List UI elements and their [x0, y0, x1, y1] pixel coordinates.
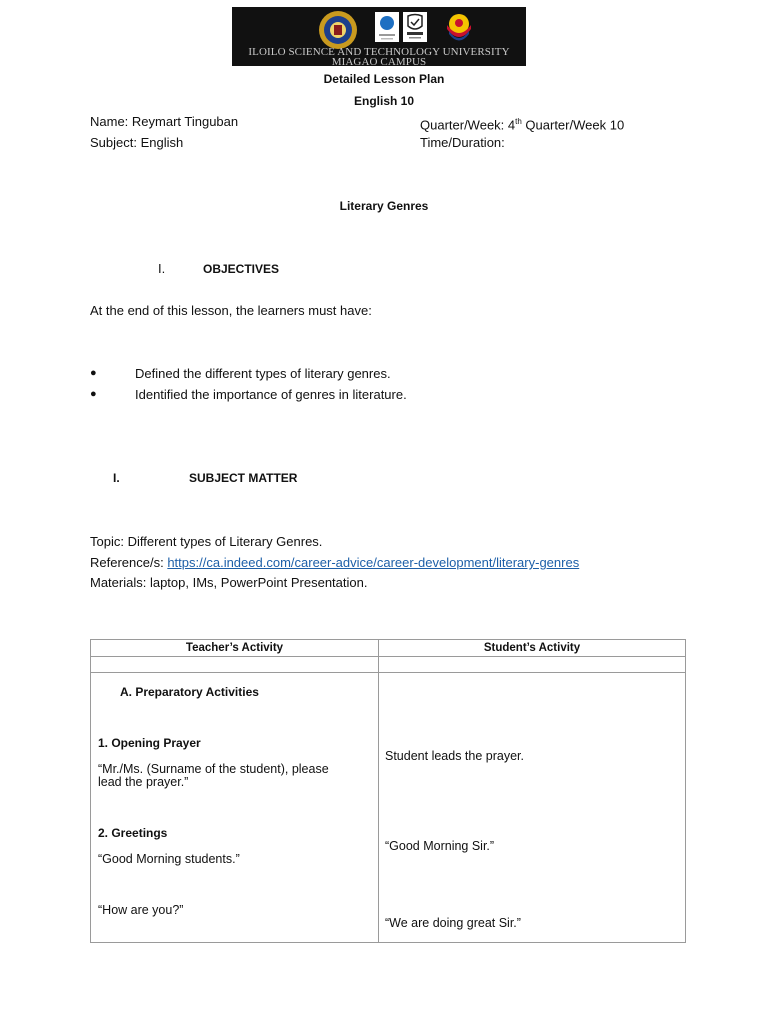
bullet-icon: ●	[90, 367, 97, 379]
materials-line: Materials: laptop, IMs, PowerPoint Presentation.	[90, 575, 368, 590]
objective-item: Identified the importance of genres in literature.	[135, 387, 407, 402]
university-banner	[232, 7, 526, 66]
preparatory-heading: A. Preparatory Activities	[120, 685, 259, 699]
campus-name: MIAGAO CAMPUS	[331, 56, 427, 66]
university-name: ILOILO SCIENCE AND TECHNOLOGY UNIVERSITY	[248, 46, 510, 58]
greeting-line: “Good Morning students.”	[98, 852, 240, 866]
student-activity-cell	[379, 673, 686, 943]
document-title: Detailed Lesson Plan	[323, 72, 445, 86]
topic-line: Topic: Different types of Literary Genres.	[90, 534, 323, 549]
table-header-row	[91, 640, 686, 657]
student-greeting-line: “Good Morning Sir.”	[385, 839, 495, 853]
subject-matter-heading: SUBJECT MATTER	[189, 471, 298, 485]
objectives-intro: At the end of this lesson, the learners must have:	[90, 303, 372, 318]
objectives-numeral: I.	[158, 261, 166, 276]
opening-prayer-heading: 1. Opening Prayer	[98, 736, 201, 750]
reference-link[interactable]: https://ca.indeed.com/career-advice/career-development/literary-genres	[167, 555, 580, 570]
iso-certification-icon	[375, 12, 399, 42]
time-duration: Time/Duration:	[420, 135, 505, 150]
bullet-icon: ●	[90, 388, 97, 400]
table-empty-row	[91, 657, 686, 673]
table-row	[91, 673, 686, 943]
quarter-prefix: Quarter/Week: 4	[420, 117, 516, 133]
lesson-title: Literary Genres	[339, 199, 429, 213]
quarter-week	[420, 114, 624, 133]
university-seal-icon	[318, 10, 358, 50]
subject-line: Subject: English	[90, 135, 184, 150]
teacher-name: Name: Reymart Tinguban	[90, 114, 239, 129]
how-are-you-line: “How are you?”	[98, 903, 184, 917]
prayer-line-1: “Mr./Ms. (Surname of the student), please	[98, 762, 329, 776]
quarter-sup: th	[515, 117, 522, 126]
objective-item: Defined the different types of literary genres.	[135, 366, 391, 381]
reference-line	[90, 555, 579, 571]
objectives-heading: OBJECTIVES	[203, 262, 280, 276]
teacher-activity-header: Teacher’s Activity	[91, 640, 379, 657]
quarter-suffix: Quarter/Week 10	[521, 117, 625, 133]
student-activity-header: Student’s Activity	[379, 640, 686, 657]
reference-label: Reference/s:	[90, 555, 168, 570]
philippine-emblem-icon	[442, 11, 476, 45]
student-prayer-line: Student leads the prayer.	[385, 749, 524, 763]
teacher-activity-cell	[91, 673, 379, 943]
empty-cell	[91, 657, 379, 673]
activity-table	[90, 639, 686, 943]
student-response-line: “We are doing great Sir.”	[385, 916, 521, 930]
greetings-heading: 2. Greetings	[98, 826, 168, 840]
subject-matter-numeral: I.	[113, 471, 120, 485]
document-subtitle: English 10	[353, 94, 415, 108]
ukas-certification-icon	[403, 12, 427, 42]
prayer-line-2: lead the prayer.”	[98, 775, 189, 789]
empty-cell	[379, 657, 686, 673]
